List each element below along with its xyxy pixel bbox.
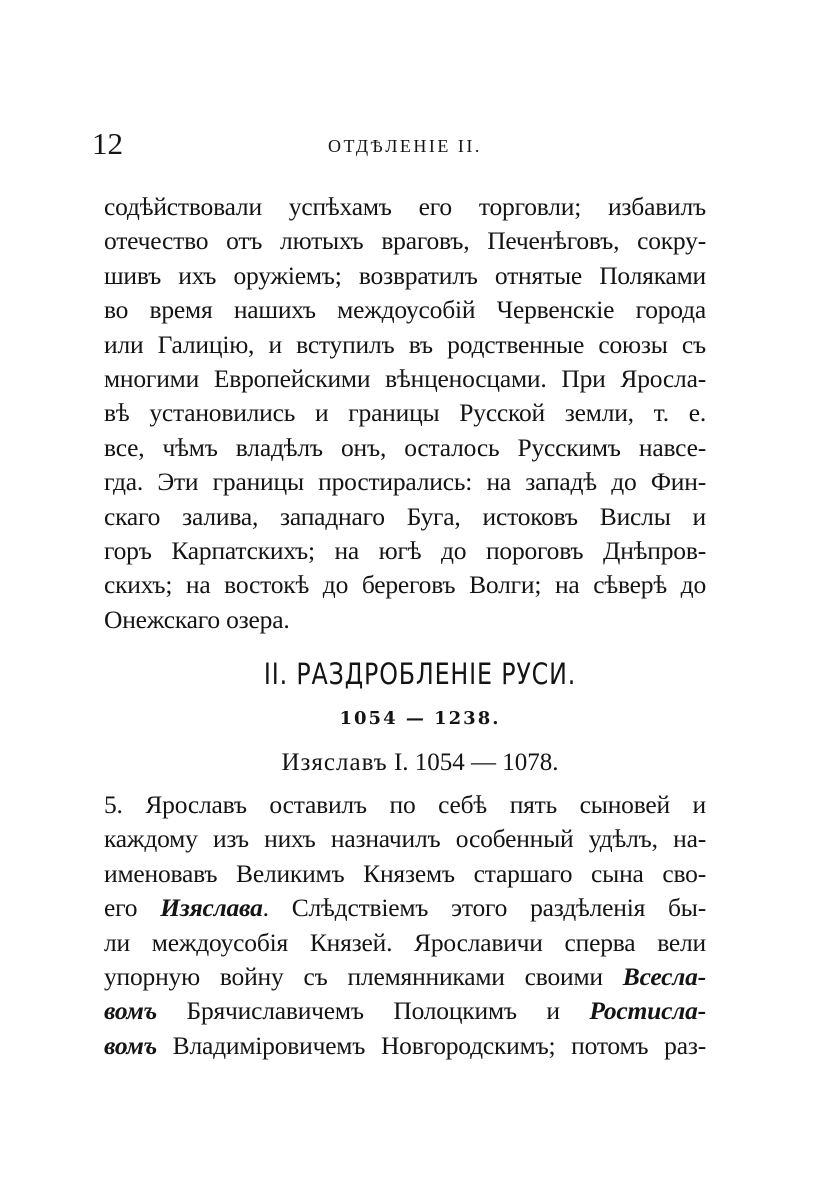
text-line: именовавъ Великимъ Княземъ старшаго сына сво- (104, 858, 706, 888)
text-line: во время нашихъ междоусобій Червенскіе города (104, 295, 706, 325)
text-fragment: Брячиславичемъ Полоцкимъ и (156, 996, 590, 1026)
reign-heading (0, 748, 840, 778)
text-line: скихъ; на востокѣ до береговъ Волги; на сѣверѣ до (104, 570, 706, 600)
text-line (104, 1029, 706, 1063)
section-title: II. РАЗДРОБЛЕНІЕ РУСИ. (263, 657, 577, 691)
text-line: горъ Карпатскихъ; на югѣ до пороговъ Днѣпров- (104, 535, 706, 565)
text-line: шивъ ихъ оружіемъ; возвратилъ отнятые Поляками (104, 260, 706, 290)
emphasized-name: Изяслава (160, 893, 263, 923)
text-line: вѣ установились и границы Русской земли, т. е. (104, 398, 706, 428)
text-line: отечество отъ лютыхъ враговъ, Печенѣговъ, сокру- (104, 226, 706, 256)
text-fragment: его (104, 893, 161, 923)
running-title: ОТДѢЛЕНІЕ II. (328, 136, 482, 156)
text-line: или Галицію, и вступилъ въ родственные союзы съ (104, 329, 706, 359)
text-line: гда. Эти границы простирались: на западѣ до Фин- (104, 467, 706, 497)
page-header (92, 128, 712, 168)
text-fragment: . Слѣдствіемъ этого раздѣленія бы- (262, 893, 706, 923)
page-number: 12 (92, 126, 123, 161)
ruler-reign-years: I. 1054 — 1078. (393, 749, 559, 776)
section-period: 1054 — 1238. (339, 708, 501, 729)
text-line (104, 960, 706, 994)
paragraph-1 (104, 190, 706, 637)
text-line: каждому изъ нихъ назначилъ особенный удѣлъ, на- (104, 824, 706, 854)
text-fragment: упорную войну съ племянниками своими (104, 961, 623, 991)
text-line: 5. Ярославъ оставилъ по себѣ пять сыновей и (104, 790, 706, 819)
text-line: скаго залива, западнаго Буга, истоковъ Вислы и (104, 501, 706, 531)
emphasized-name: вомъ (104, 996, 157, 1026)
text-line: многими Европейскими вѣнценосцами. При Яросла- (104, 363, 706, 393)
text-line: содѣйствовали успѣхамъ его торговли; избавилъ (104, 192, 706, 221)
text-line: все, чѣмъ владѣлъ онъ, осталось Русскимъ навсе- (104, 432, 706, 462)
text-fragment: Владиміровичемъ Новгородскимъ; потомъ раз- (156, 1030, 706, 1060)
paragraph-2 (104, 788, 706, 1063)
ruler-name: Изяславъ (281, 749, 388, 776)
emphasized-name: Ростисла- (589, 996, 706, 1026)
text-line: Онежскаго озера. (104, 604, 290, 634)
emphasized-name: вомъ (104, 1030, 157, 1060)
text-line (104, 891, 706, 925)
text-line: ли междоусобія Князей. Ярославичи сперва вели (104, 927, 706, 957)
text-line (104, 994, 706, 1028)
emphasized-name: Всесла- (622, 961, 706, 991)
